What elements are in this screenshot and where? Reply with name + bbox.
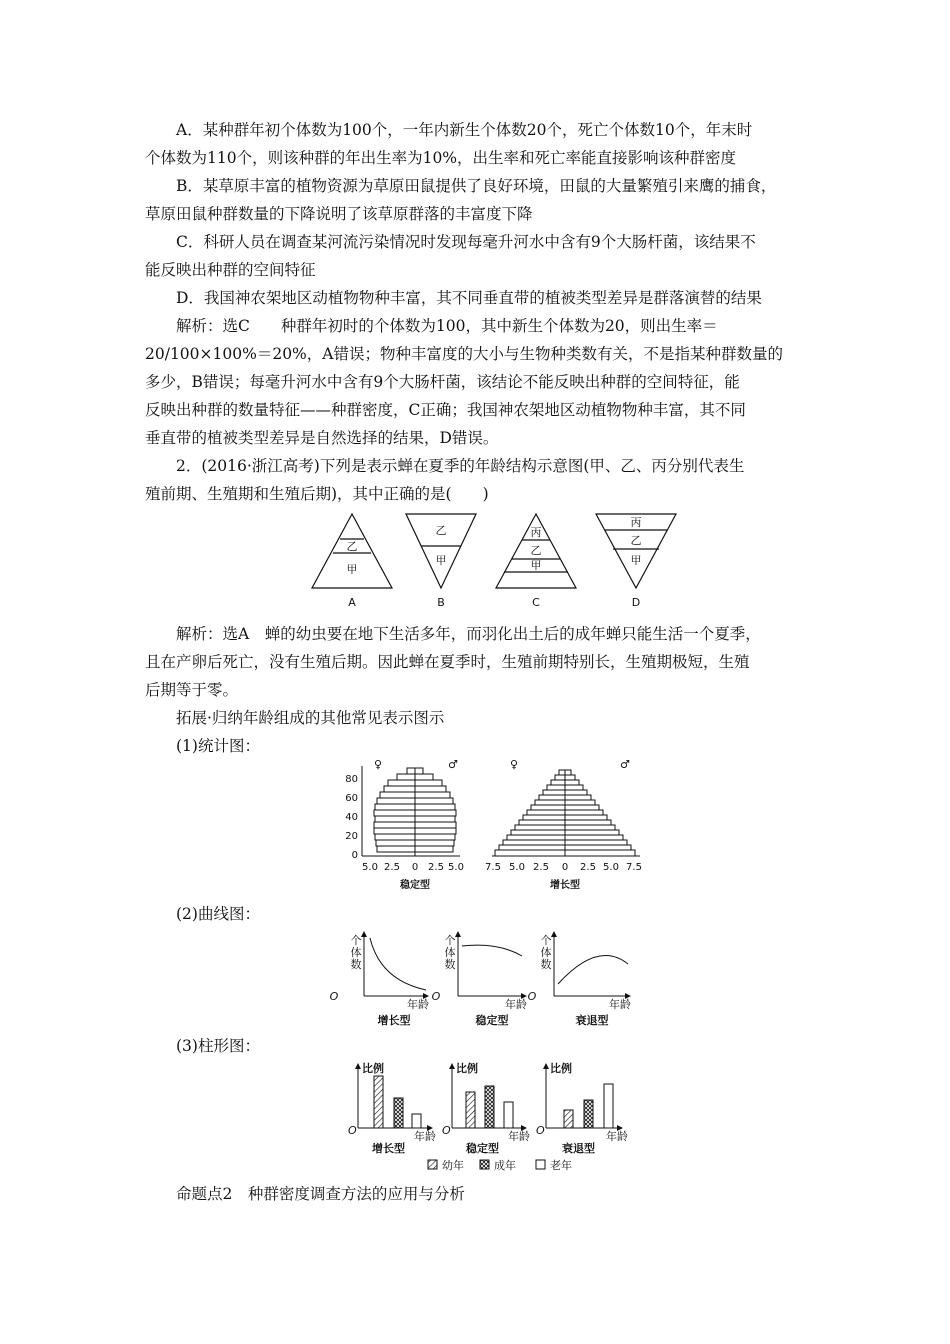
bar1-xlabel: 年龄	[414, 1130, 436, 1143]
age-bar-charts	[340, 1058, 650, 1174]
stable-male-symbol: ♂	[448, 758, 458, 771]
curve3-origin: O	[527, 990, 537, 1003]
curve1-origin: O	[329, 990, 339, 1003]
curve1-ylabel: 数	[350, 958, 362, 971]
curve2-ylabel: 体	[444, 946, 456, 959]
analysis2-line2: 且在产卵后死亡，没有生殖后期。因此蝉在夏季时，生殖前期特别长，生殖期极短，生殖	[145, 653, 750, 671]
bar3-ylabel: 比例	[550, 1062, 572, 1075]
legend-juvenile: 幼年	[442, 1159, 464, 1172]
stable-x-tick: 0	[411, 862, 419, 873]
bar1-type: 增长型	[372, 1142, 405, 1155]
legend-adult: 成年	[494, 1159, 516, 1172]
curve3-type: 衰退型	[575, 1014, 609, 1027]
bar3-type: 衰退型	[562, 1142, 595, 1155]
curve3-ylabel: 个	[540, 934, 552, 947]
bar3-xlabel: 年龄	[606, 1130, 628, 1143]
tri-label-b: B	[437, 596, 445, 609]
growth-x-tick: 0	[561, 862, 569, 873]
bar2-type: 稳定型	[466, 1142, 499, 1155]
proposition-heading: 命题点2 种群密度调查方法的应用与分析	[176, 1185, 465, 1203]
growth-x-tick: 7.5	[626, 862, 642, 873]
age-structure-triangles	[300, 506, 680, 616]
tri-label-c: C	[532, 596, 540, 609]
bar3-origin: O	[536, 1124, 545, 1137]
tri-c-stage-jia: 甲	[530, 559, 542, 572]
curve2-ylabel: 个	[444, 934, 456, 947]
growth-female-symbol: ♀	[510, 758, 519, 771]
stable-x-tick: 5.0	[448, 862, 464, 873]
bar2-ylabel: 比例	[456, 1062, 478, 1075]
curve1-ylabel: 个	[350, 934, 362, 947]
legend-senior: 老年	[550, 1159, 572, 1172]
option-c-line1: C．科研人员在调查某河流污染情况时发现每毫升河水中含有9个大肠杆菌，该结果不	[176, 233, 756, 251]
tri-d-stage-jia: 甲	[630, 554, 642, 567]
tri-d-stage-yi: 乙	[630, 534, 642, 547]
bar2-origin: O	[442, 1124, 451, 1137]
extension-heading: 拓展·归纳年龄组成的其他常见表示图示	[176, 709, 445, 727]
y-tick-0: 0	[351, 850, 358, 861]
growth-x-tick: 5.0	[509, 862, 525, 873]
tri-c-stage-bing: 丙	[530, 526, 542, 539]
analysis1-line1: 解析：选C 种群年初时的个体数为100，其中新生个体数为20，则出生率＝	[176, 317, 718, 335]
analysis2-line1: 解析：选A 蝉的幼虫要在地下生活多年，而羽化出土后的成年蝉只能生活一个夏季，	[176, 625, 761, 643]
tri-a-stage-yi: 乙	[346, 540, 358, 553]
analysis1-line3: 多少，B错误；每毫升河水中含有9个大肠杆菌，该结论不能反映出种群的空间特征，能	[145, 373, 740, 391]
option-b-line1: B．某草原丰富的植物资源为草原田鼠提供了良好环境，田鼠的大量繁殖引来鹰的捕食，	[176, 177, 777, 195]
growth-x-tick: 2.5	[580, 862, 596, 873]
stable-x-tick: 2.5	[384, 862, 400, 873]
bar2-xlabel: 年龄	[508, 1130, 530, 1143]
curve1-type: 增长型	[377, 1014, 411, 1027]
tri-d-stage-bing: 丙	[630, 516, 642, 529]
age-curves	[328, 928, 648, 1028]
question2-line1: 2．(2016·浙江高考)下列是表示蝉在夏季的年龄结构示意图(甲、乙、丙分别代表生	[176, 457, 745, 475]
analysis1-line2: 20/100×100%＝20%，A错误；物种丰富度的大小与生物种类数有关，不是指某种群数量的	[145, 345, 783, 363]
tri-label-a: A	[348, 596, 356, 609]
curve3-xlabel: 年龄	[609, 998, 631, 1011]
growth-x-tick: 2.5	[533, 862, 549, 873]
option-b-line2: 草原田鼠种群数量的下降说明了该草原群落的丰富度下降	[145, 205, 533, 223]
curve2-xlabel: 年龄	[505, 998, 527, 1011]
option-a-line2: 个体数为110个，则该种群的年出生率为10%，出生率和死亡率能直接影响该种群密度	[145, 149, 737, 167]
option-a-line1: A．某种群年初个体数为100个，一年内新生个体数20个，死亡个体数10个，年末时	[176, 121, 753, 139]
bar1-ylabel: 比例	[362, 1062, 384, 1075]
analysis1-line5: 垂直带的植被类型差异是自然选择的结果，D错误。	[145, 429, 499, 447]
tri-a-stage-jia: 甲	[346, 563, 358, 576]
y-tick-20: 20	[345, 831, 358, 842]
curve2-type: 稳定型	[475, 1014, 509, 1027]
population-pyramids	[330, 756, 650, 896]
stable-x-tick: 2.5	[428, 862, 444, 873]
curve3-ylabel: 数	[540, 958, 552, 971]
growth-x-tick: 7.5	[485, 862, 501, 873]
bar1-origin: O	[348, 1124, 357, 1137]
curve3-ylabel: 体	[540, 946, 552, 959]
y-tick-60: 60	[345, 793, 358, 804]
stable-female-symbol: ♀	[374, 758, 383, 771]
stable-label: 稳定型	[400, 880, 430, 891]
curve1-ylabel: 体	[350, 946, 362, 959]
y-tick-80: 80	[345, 774, 358, 785]
tri-c-stage-yi: 乙	[530, 544, 542, 557]
analysis1-line4: 反映出种群的数量特征——种群密度，C正确；我国神农架地区动植物物种丰富，其不同	[145, 401, 746, 419]
question2-line2: 殖前期、生殖期和生殖后期)，其中正确的是( )	[145, 485, 489, 503]
tri-b-stage-jia: 甲	[435, 554, 447, 567]
stable-x-tick: 5.0	[362, 862, 378, 873]
y-tick-40: 40	[345, 812, 358, 823]
tri-label-d: D	[631, 596, 641, 609]
analysis2-line3: 后期等于零。	[145, 681, 239, 699]
section-curve-chart: (2)曲线图：	[176, 905, 260, 923]
growth-male-symbol: ♂	[620, 758, 630, 771]
curve2-origin: O	[431, 990, 441, 1003]
option-c-line2: 能反映出种群的空间特征	[145, 261, 316, 279]
curve2-ylabel: 数	[444, 958, 456, 971]
tri-b-stage-yi: 乙	[435, 524, 447, 537]
growth-x-tick: 5.0	[603, 862, 619, 873]
section-stat-chart: (1)统计图：	[176, 737, 260, 755]
curve1-xlabel: 年龄	[407, 998, 429, 1011]
option-d-line1: D．我国神农架地区动植物物种丰富，其不同垂直带的植被类型差异是群落演替的结果	[176, 289, 762, 307]
growth-label: 增长型	[550, 880, 580, 891]
section-bar-chart: (3)柱形图：	[176, 1037, 260, 1055]
